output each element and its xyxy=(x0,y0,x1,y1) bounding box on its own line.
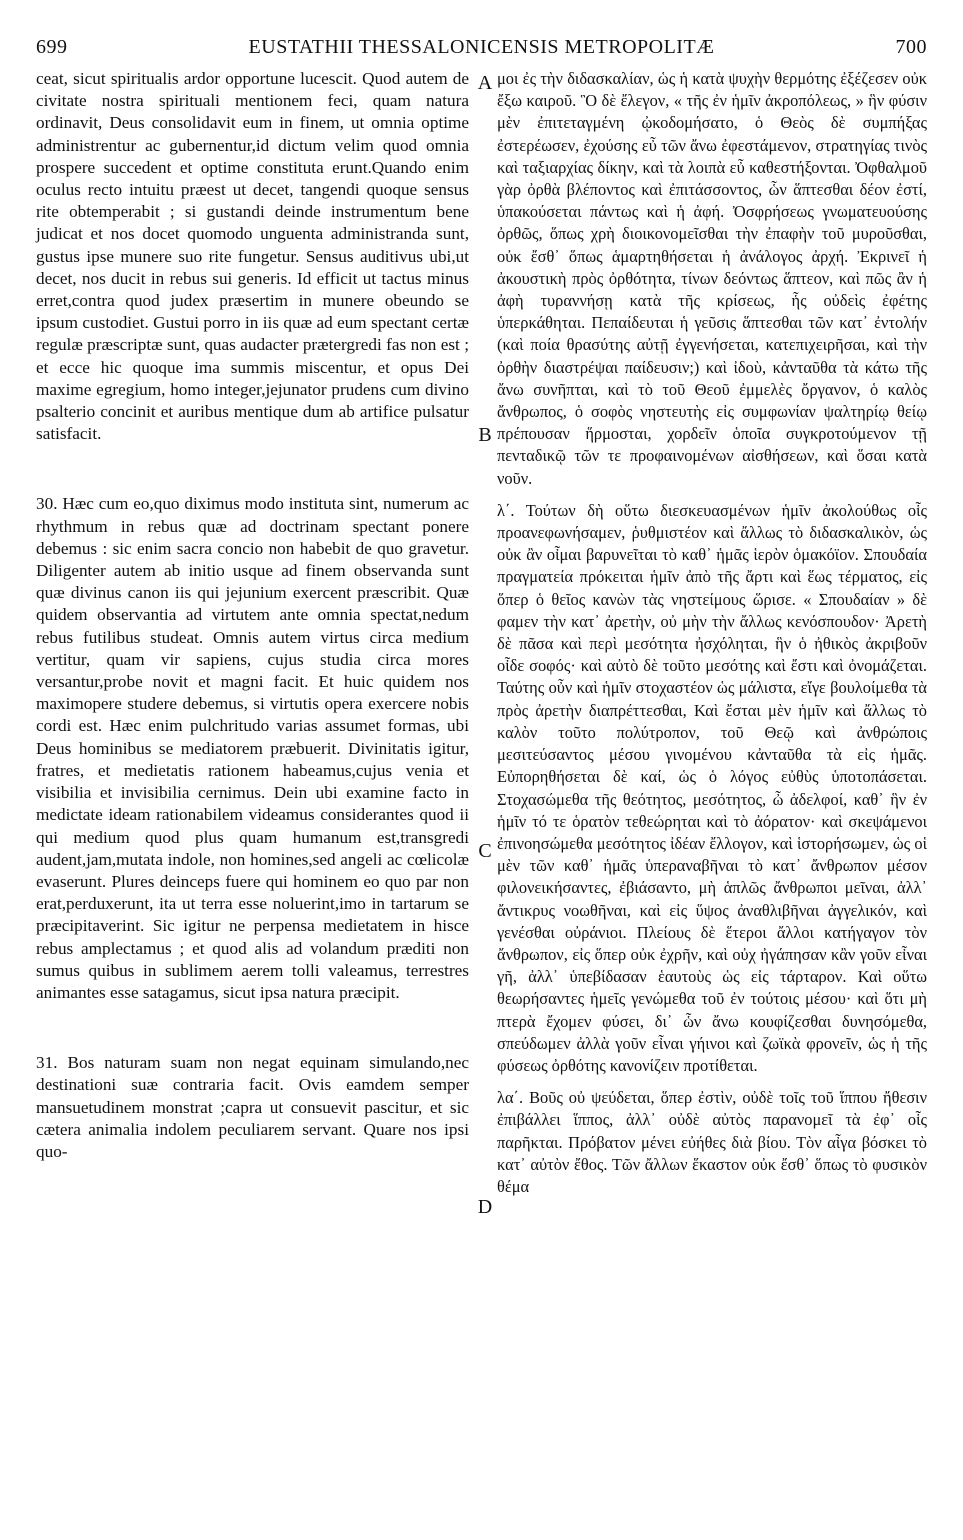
latin-paragraph-30: 30. Hæc cum eo,quo diximus modo instituta sint, numerum ac rhythmum in rebus quæ ad doctrinam spectant ponere debemus : sic enim sacra concio non habebit de quo gravetur. Diligenter autem ab initio usque ad finem observanda sunt quæ divinus canon iis qui jejunium exercent præscribit. Quæ quidem observantia ad virtutem ante omnia spectat,nedum rebus futilibus studeat. Omnis autem virtus circa medium vertitur, quam vir sapiens, cujus studia circa mores versantur,probe novit et magni facit. Et huic quidem nos maximopere studere debemus, si virtutis opera exercere nobis cordi est. Hæc enim pulchritudo varias assumet formas, ubi Deus hominibus se mediatorem præbuerit. Divinitatis igitur, fratres, et medietatis rationem habeamus,cujus venia et visibilia et invisibilia cernimus. Dein ubi examine facto in medictate ideam rationabilem videamus considerantes quod ii qui medium quod plus quam humanum est,transgredi audent,jam,mutata indole, non homines,sed angeli ac cœlicolæ evaserunt. Plures deinceps fuere qui hominem eo quo par non erat,perduxerunt, ita ut terra esse noluerint,imo in tartarum se præcipitaverint. Sic igitur ne perpensa medietatem in hisce rebus amplectamus ; et quod alis ad volandum præditi non sumus quibus in sublimem aerem tolli valeamus, terrestres animantes esse satagamus, sicut ipsa natura præcipit. xyxy=(36,494,469,1002)
margin-marker-d: D xyxy=(477,1196,493,1218)
greek-paragraph-1: μοι ἐς τὴν διδασκαλίαν, ὡς ἡ κατὰ ψυχὴν θερμότης ἐξέζεσεν οὐκ ἔξω καιροῦ. Ὃ δὲ ἔλεγον, « τῆς ἐν ἡμῖν ἀκροπόλεως, » ἣν φύσιν μὲν ἐπιτεταγμένη ᾠκοδομήσατο, ὁ Θεὸς δὲ συμπήξας ἐστερέωσεν, ἐχούσης εὖ τῶν ἄνω ἐφεστάμενον, στρατηγίας τινὸς καὶ ταξιαρχίας δίκην, καὶ τὰ λοιπὰ εὖ καθεστήξονται. Ὀφθαλμοῦ γὰρ ὀρθὰ βλέποντος καὶ ἐπιτάσσοντος, ὧν ἅπτεσθαι δέον ἐστί, ὑπακούσεται πάντως καὶ ἡ ἀφή. Ὀσφρήσεως γνωματευούσης ὀρθῶς, ὅπως χρὴ διοικονομεῖσθαι τὴν ἐπαφὴν τοῦ μυροῦσθαι, οὐκ ἔσθ᾽ ὅπως ἁμαρτηθήσεται ἡ ἀνάλογος ἀρχή. Ἐκρινεῖ ἡ ἀκουστικὴ πρὸς ὀρθότητα, τίνων δεόντως ἅπτεον, καὶ πῶς ἂν ἡ ἀφὴ τυραννήσῃ κατὰ τῆς κρίσεως, ἧς οὐδεὶς ἐφέτης ὑπερκάθηται. Πεπαίδευται ἡ γεῦσις ἅπτεσθαι τῶν κατ᾽ ἐντολήν (καὶ ποία θρασύτης αὐτῇ ἐγγενήσεται, κατεπιχειρῆσαι, καὶ τὴν ὀρθὴν διαστρέψαι παίδευσιν;) καὶ ἰδοὺ, κἀνταῦθα τὰ κάτω τῆς ἄνω συνῆπται, καὶ τὸ τοῦ Θεοῦ ἐμμελὲς ὄργανον, ὁ καλὸς ἄνθρωπος, ὁ σοφὸς νηστευτὴς εἰς συμφωνίαν ψαλτηρίῳ θείῳ πρέπουσαν ἥρμοσται, χορδεῖν ὁποῖα συγκροτούμενον τῇ πενταδικῷ τῶν τε προφαινομένων αἰσθήσεων, καὶ ὅσαι κατὰ νοῦν. xyxy=(497,69,927,488)
greek-paragraph-31: λα΄. Βοῦς οὐ ψεύδεται, ὅπερ ἐστὶν, οὐδὲ τοῖς τοῦ ἵππου ἤθεσιν ἐπιβάλλει ἵππος, ἀλλ᾽ οὐδὲ αὐτὸς παρανομεῖ τὰ ἐφ᾽ οἷς παρῆκται. Πρόβατον μένει εὐήθες διὰ βίου. Τὸν αἶγα βόσκει τὸ κατ᾽ αὐτὸν ἔθος. Τῶν ἄλλων ἕκαστον οὐκ ἔσθ᾽ ὅπως τὸ φυσικὸν θέμα xyxy=(497,1088,927,1196)
margin-marker-c: C xyxy=(478,840,492,862)
latin-paragraph-31: 31. Bos naturam suam non negat equinam simulando,nec destinationi suæ contraria facit. Ovis eamdem semper mansuetudinem monstrat ;capra ut consuevit pascitur, et sic cætera animalia indolem peculiarem servant. Quare nos ipsi quo- xyxy=(36,1053,469,1161)
latin-column xyxy=(36,68,469,1163)
greek-column xyxy=(497,68,927,1198)
page-number-left: 699 xyxy=(36,36,68,58)
margin-marker-b: B xyxy=(478,424,492,446)
latin-paragraph-1: ceat, sicut spiritualis ardor opportune lucescit. Quod autem de civitate nostra spirituali mentionem feci, quam natura ordinavit, Deus consolidavit eum in finem, ut omnia optime administrentur ac gubernentur,id dictum velim quod omnia prospere succedent et optime constituta erunt.Quando enim oculus recto intuitu præest ut decet, tangendi quoque sensus rite obtemperabit ; si gustandi deinde instrumentum bene judicat et nos docet quomodo unguenta administranda sunt, gustus ipse munere suo rite fungetur. Sensus auditivus ubi,ut decet, nos ducit in rebus sui generis. Id efficit ut tactus minus erret,contra quod judex præsertim in munere obeundo se ipsum custodiet. Gustui porro in iis quæ ad eum spectant certæ regulæ præscriptæ sunt, quas audacter prætergredi fas non est ; et ecce hic quoque ima summis miscentur, et opus Dei maxime egregium, homo integer,jejunator prudens cum divino psalterio concinit et auribus mentique dum ab artifice pulsatur satisfacit. xyxy=(36,69,469,444)
page-number-right: 700 xyxy=(895,36,927,58)
running-header xyxy=(36,36,927,62)
running-title: EUSTATHII THESSALONICENSIS METROPOLITÆ xyxy=(248,36,715,58)
margin-marker-a: A xyxy=(477,72,493,94)
greek-paragraph-30: λ΄. Τούτων δὴ οὕτω διεσκευασμένων ἡμῖν ἀκολούθως οἷς προανεφωνήσαμεν, ῥυθμιστέον καὶ ἄλλως τὸ διδασκαλικὸν, ὡς οὐκ ἂν οἶμαι βαρυνεῖται τὸ καθ᾽ ἡμᾶς ἱερὸν ὁμακόϊον. Σπουδαία πραγματεία πρόκειται ἡμῖν ἀπὸ τῆς ἄρτι καὶ ἕως τέρματος, εἰς ὅπερ ὁ θεῖος κανὼν τὰς νηστείμους ὥρισε. « Σπουδαίαν » δὲ φαμεν τὴν κατ᾽ ἀρετὴν, οὐ μὴν τὴν ἄλλως κενόσπουδον· Ἀρετὴ δὲ πᾶσα καὶ περὶ μεσότητα ἠσχόληται, ἣν ὁ ἠθικὸς ἀκριβοῦν οἶδε σοφός· καὶ αὐτὸ δὲ τοῦτο μεσότης καὶ ἔστι καὶ ὀνομάζεται. Ταύτης οὖν καὶ ἡμῖν στοχαστέον ὡς μάλιστα, εἴγε βουλοίμεθα τὰ πρὸς ἀρετὴν διαπρέττεσθαι, Καὶ ἔσται μὲν ἡμῖν καὶ ἄλλως τὸ καλὸν τοῦτο πολύτροπον, τοῦ Θεῷ καὶ ἀνθρώποις μεσιτεύσαντος μέσου γινομένου κἀνταῦθα τὰ εἰς ἡμᾶς. Εὐπορηθήσεται δὲ καί, ὡς ὁ λόγος εὐθὺς ὑποτοπάσεται. Στοχασώμεθα τῆς θεότητος, μεσότητος, ὦ ἀδελφοί, καθ᾽ ἣν ἐν ἡμῖν τό τε ὁρατὸν τεθεώρηται καὶ τὸ ἀόρατον· καὶ σκεψάμενοι ἐπινοησώμεθα μεσότητος ἰδέαν ἔλλογον, καὶ ἱστορήσωμεν, ὡς οἱ μὲν τῶν καθ᾽ ἡμᾶς ὑπεραναβῆναι τὸ κατ᾽ ἄνθρωπον μέσον φιλονεικήσαντες, ἐβιάσαντο, μὴ ἁπλῶς ἄνθρωποι μεῖναι, ἀλλ᾽ ἄντικρυς νοωθῆναι, καὶ εἰς ὕψος ἀναθλιβῆναι ἀγγελικόν, καὶ γενέσθαι οὐράνιοι. Πλείους δὲ ἕτεροι ἄλλοι κατήγαγον τὸν ἄνθρωπον, εἰς ὅπερ οὐκ ἐχρῆν, καὶ οὐχ ἠγάπησαν κἂν γοῦν εἶναι γῆ, ἀλλ᾽ ὑπεβίδασαν ἑαυτοὺς ὡς εἰς τάρταρον. Καὶ οὕτω θεωρήσαντες ἡμεῖς γενώμεθα τοῦ ἐν τούτοις μέσου· καὶ ὅτι μὴ πτερὰ ἔχομεν φύσει, δι᾽ ὧν ἄνω κουφίζεσθαι δυνησόμεθα, σπεύδωμεν ἀλλὰ γοῦν εἶναι γήινοι καὶ ζωϊκὰ φρονεῖν, ὡς ἡ τῆς φύσεως ὀρθότης κανονίζειν προτίθεται. xyxy=(497,500,927,1075)
